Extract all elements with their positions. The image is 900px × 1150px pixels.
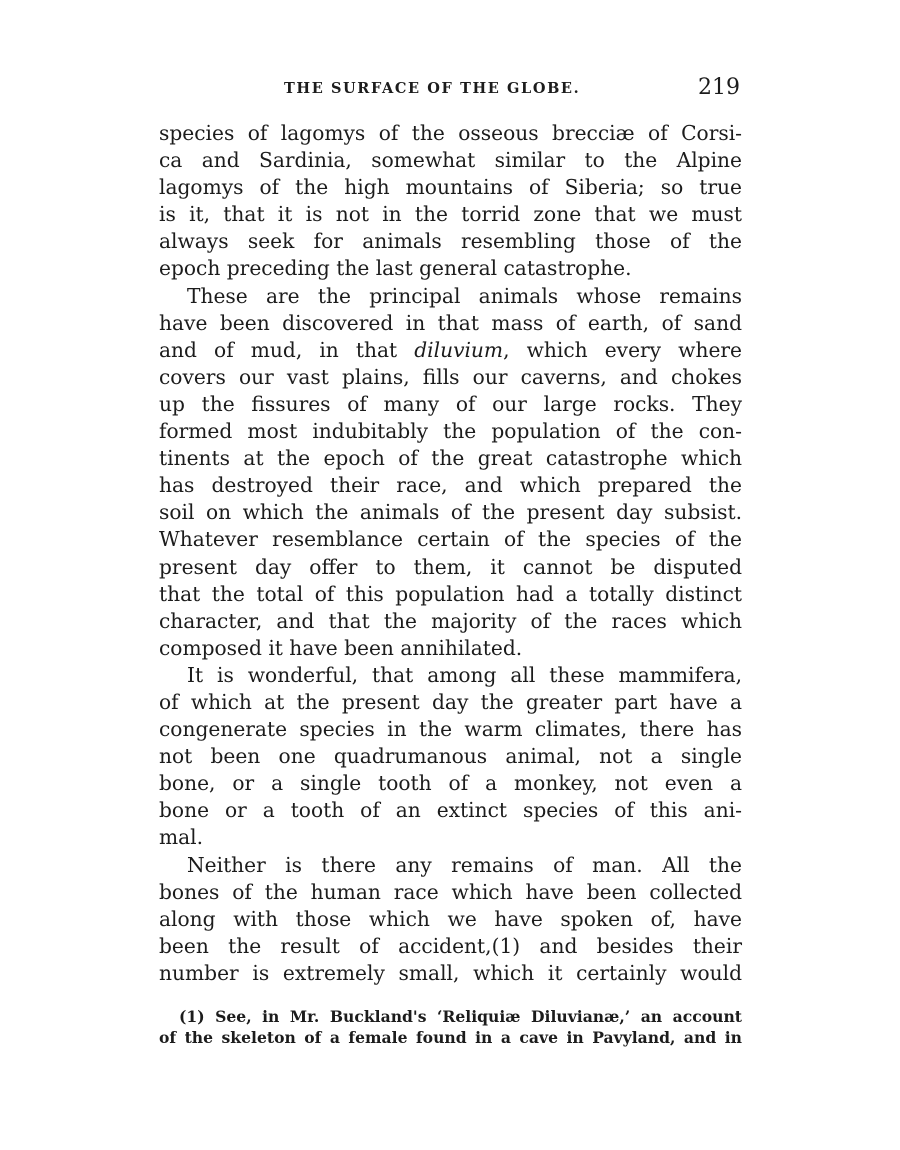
- text-line: mal.: [159, 825, 204, 850]
- paragraph: [159, 120, 742, 283]
- book-page: [159, 76, 742, 1048]
- text-line: composed it have been annihilated.: [159, 635, 523, 660]
- text-line: present day offer to them, it cannot be disputed: [159, 554, 742, 579]
- text-line: of which at the present day the greater part have a: [159, 689, 742, 714]
- text-line: species of lagomys of the osseous brecciæ of Corsi-: [159, 121, 742, 145]
- running-title: THE SURFACE OF THE GLOBE.: [284, 80, 581, 97]
- footnote: [159, 1006, 742, 1048]
- page-number: 219: [698, 75, 740, 100]
- text-line: and of mud, in that diluvium, which every where: [159, 337, 742, 362]
- footnote-line: of the skeleton of a female found in a cave in Pavyland, and in: [159, 1028, 742, 1047]
- text-line: It is wonderful, that among all these mammifera,: [187, 662, 742, 687]
- paragraph: [159, 852, 742, 987]
- text-line: congenerate species in the warm climates, there has: [159, 717, 742, 742]
- running-head: [159, 76, 742, 102]
- text-line: bone, or a single tooth of a monkey, not even a: [159, 771, 742, 796]
- text-line: formed most indubitably the population of the con-: [159, 419, 742, 444]
- text-line: Neither is there any remains of man. All the: [187, 852, 742, 877]
- text-line: up the fissures of many of our large rocks. They: [159, 391, 742, 416]
- text-line: character, and that the majority of the races which: [159, 608, 742, 633]
- text-line: covers our vast plains, fills our caverns, and chokes: [159, 364, 742, 389]
- footnote-line: (1) See, in Mr. Buckland's ‘Reliquiæ Diluvianæ,’ an account: [179, 1007, 742, 1026]
- text-line: has destroyed their race, and which prepared the: [159, 473, 742, 498]
- text-line: not been one quadrumanous animal, not a single: [159, 744, 742, 769]
- text-line: bone or a tooth of an extinct species of this ani-: [159, 798, 742, 823]
- italic-term: diluvium: [414, 337, 504, 362]
- text-line: tinents at the epoch of the great catastrophe which: [159, 446, 742, 471]
- text-line: Whatever resemblance certain of the species of the: [159, 527, 742, 552]
- paragraph: [159, 662, 742, 852]
- text-line: bones of the human race which have been collected: [159, 879, 742, 904]
- text-line: ca and Sardinia, somewhat similar to the Alpine: [159, 148, 742, 173]
- text-line: along with those which we have spoken of, have: [159, 906, 742, 931]
- text-line: always seek for animals resembling those of the: [159, 229, 742, 254]
- text-line: lagomys of the high mountains of Siberia; so true: [159, 175, 742, 200]
- text-line: have been discovered in that mass of earth, of sand: [159, 310, 742, 335]
- text-line: that the total of this population had a totally distinct: [159, 581, 742, 606]
- body-text: [159, 120, 742, 987]
- text-line: number is extremely small, which it certainly would: [159, 960, 742, 985]
- text-line: been the result of accident,(1) and besides their: [159, 933, 742, 958]
- text-line: is it, that it is not in the torrid zone that we must: [159, 202, 742, 227]
- text-line: soil on which the animals of the present day subsist.: [159, 500, 742, 525]
- text-line: These are the principal animals whose remains: [187, 283, 742, 308]
- paragraph: [159, 283, 742, 662]
- text-line: epoch preceding the last general catastrophe.: [159, 256, 632, 281]
